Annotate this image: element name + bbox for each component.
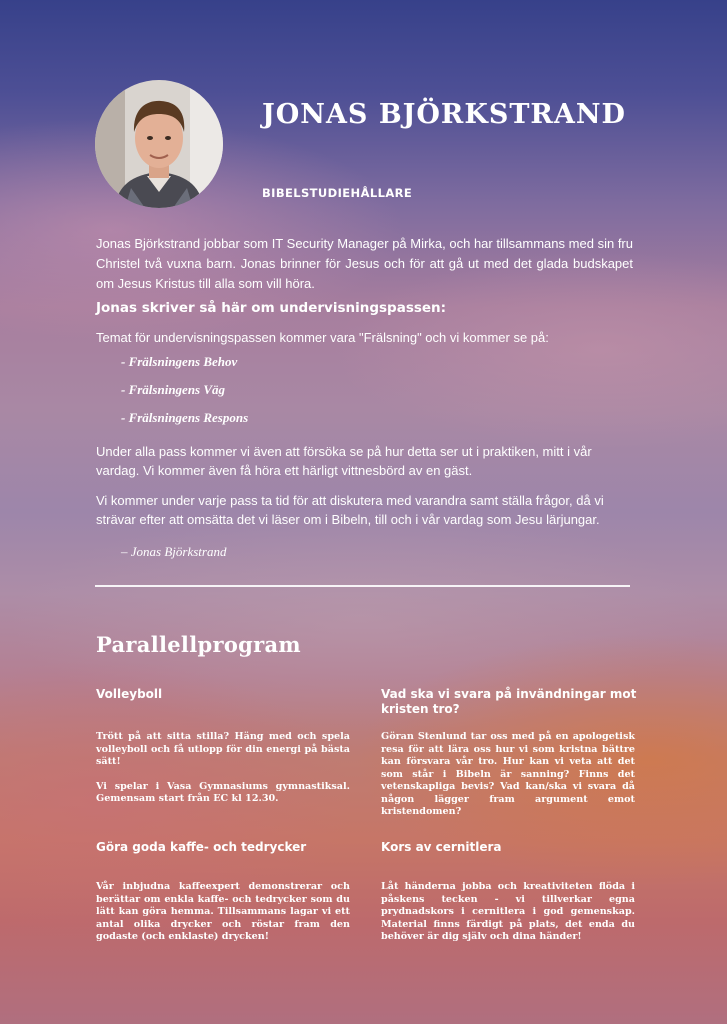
program-heading-apologetics: Vad ska vi svara på invändningar mot kristen tro? bbox=[381, 687, 637, 716]
program-body-volleyball bbox=[96, 731, 350, 806]
intro-paragraph: Jonas Björkstrand jobbar som IT Security Manager på Mirka, och har tillsammans med sin fru Christel två vuxna barn. Jonas brinner för Jesus och för att gå ut med det glada budskapet om Jesus Kristus till alla som vill höra. bbox=[96, 236, 633, 291]
program-text: Göran Stenlund tar oss med på en apologetisk resa för att lära oss hur vi som kristna bättre kan försvara vår tro. Hur kan vi veta att det som står i Bibeln är sanning? Finns det vetenskapliga bevis? Vad kan/ska vi svara då någon lägger fram argument emot kristendomen? bbox=[381, 731, 635, 817]
program-text: Trött på att sitta stilla? Häng med och spela volleyboll och få utlopp för din energi på bästa sätt! bbox=[96, 731, 350, 767]
parallel-program-title: Parallellprogram bbox=[96, 632, 301, 657]
program-text: Vår inbjudna kaffeexpert demonstrerar och berättar om enkla kaffe- och tedrycker som du lätt kan göra hemma. Tillsammans lagar vi ett antal olika drycker och röstar fram den godaste (och enklaste) drycken! bbox=[96, 881, 350, 942]
section-divider bbox=[95, 585, 630, 587]
topic-item: - Frälsningens Respons bbox=[121, 410, 249, 425]
program-heading-volleyball: Volleyboll bbox=[96, 687, 163, 701]
program-heading-clay-cross: Kors av cernitlera bbox=[381, 840, 502, 854]
program-body-clay-cross bbox=[381, 881, 635, 944]
signature: – Jonas Björkstrand bbox=[121, 544, 227, 559]
program-body-apologetics bbox=[381, 731, 635, 819]
profile-photo bbox=[95, 80, 223, 208]
lessons-paragraph-2: Vi kommer under varje pass ta tid för att diskutera med varandra samt ställa frågor, då vi strävar efter att omsätta det vi läser om i Bibeln, till och i vår vardag som Jesu lärjungar. bbox=[96, 493, 604, 527]
program-heading-coffee: Göra goda kaffe- och tedrycker bbox=[96, 840, 307, 854]
topic-item: - Frälsningens Behov bbox=[121, 354, 238, 369]
portrait-illustration bbox=[95, 80, 223, 208]
program-text: Vi spelar i Vasa Gymnasiums gymnastiksal. Gemensam start från EC kl 12.30. bbox=[96, 780, 350, 804]
lessons-heading: Jonas skriver så här om undervisningspassen: bbox=[96, 300, 447, 316]
program-body-coffee bbox=[96, 881, 350, 944]
person-role: BIBELSTUDIEHÅLLARE bbox=[262, 186, 413, 200]
person-name: JONAS BJÖRKSTRAND bbox=[262, 99, 626, 130]
topic-item: - Frälsningens Väg bbox=[121, 382, 226, 397]
lessons-lead: Temat för undervisningspassen kommer vara "Frälsning" och vi kommer se på: bbox=[96, 330, 549, 345]
program-text: Låt händerna jobba och kreativiteten flöda i påskens tecken - vi tillverkar egna prydnadskors i cernitlera i god gemenskap. Material finns färdigt på plats, det enda du behöver är dig själv och dina händer! bbox=[381, 881, 635, 942]
lessons-paragraph-1: Under alla pass kommer vi även att försöka se på hur detta ser ut i praktiken, mitt i vår vardag. Vi kommer även få höra ett härligt vittnesbörd av en gäst. bbox=[96, 444, 592, 478]
